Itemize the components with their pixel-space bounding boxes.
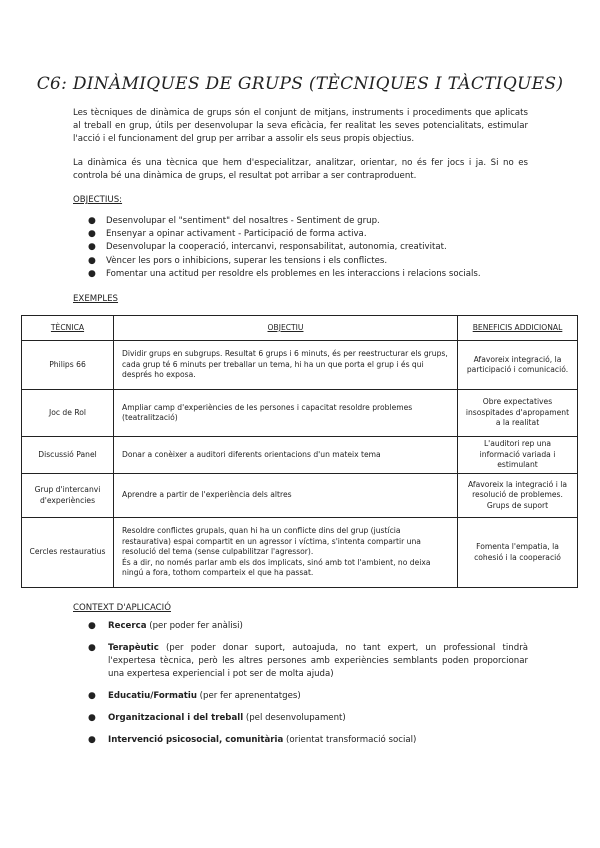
bullet-icon: ● — [88, 229, 96, 240]
table-header-row — [22, 316, 578, 341]
table-row — [22, 390, 578, 437]
cell-tecnica: Grup d'intercanvi d'experiències — [22, 474, 114, 518]
bullet-icon: ● — [88, 691, 96, 701]
bullet-icon: ● — [88, 242, 96, 253]
cell-beneficis: L'auditori rep una informació variada i estimulant — [458, 437, 578, 474]
cell-objectiu: Dividir grups en subgrups. Resultat 6 grups i 6 minuts, és per reestructurar els grups, cada grup té 6 minuts per treballar un tema, hi ha un que porta el grup i és qui després ho exposa. — [114, 341, 458, 390]
cell-tecnica: Discussió Panel — [22, 437, 114, 474]
cell-beneficis: Afavoreix integració, la participació i comunicació. — [458, 341, 578, 390]
objectius-list — [88, 215, 518, 281]
cell-objectiu: Donar a conèixer a auditori diferents orientacions d'un mateix tema — [114, 437, 458, 474]
page-title: C6: DINÀMIQUES DE GRUPS (TÈCNIQUES I TÀCTIQUES) — [36, 74, 564, 94]
list-item: ● Terapèutic (per poder donar suport, autoajuda, no tant expert, un professional tindrà l'expertesa tècnica, però les altres persones amb experiències semblants poden proporcionar una expertesa experiencial i pot ser de molta ajuda) — [88, 643, 528, 679]
intro-paragraph-2: La dinàmica és una tècnica que hem d'especialitzar, analitzar, orientar, no és fer jocs i ja. Si no es controla bé una dinàmica de grups, el resultat pot arribar a ser contraproduent. — [73, 158, 528, 181]
bullet-icon: ● — [88, 268, 96, 279]
cell-objectiu: Aprendre a partir de l'experiència dels altres — [114, 474, 458, 518]
cell-objectiu: Ampliar camp d'experiències de les persones i capacitat resoldre problemes (teatralització) — [114, 390, 458, 437]
table-row — [22, 474, 578, 518]
cell-tecnica: Philips 66 — [22, 341, 114, 390]
cell-beneficis: Fomenta l'empatia, la cohesió i la cooperació — [458, 518, 578, 588]
bullet-icon: ● — [88, 643, 96, 653]
intro-paragraph-1: Les tècniques de dinàmica de grups són el conjunt de mitjans, instruments i procediments que aplicats al treball en grup, útils per desenvolupar la seva eficàcia, fer realitat les seves potencialitats, estimular l'acció i el funcionament del grup per arribar a assolir els seus propis objectius. — [73, 108, 528, 144]
list-item: ● Recerca (per poder fer anàlisi) — [88, 621, 243, 631]
bullet-icon: ● — [88, 735, 96, 745]
exemples-table — [21, 315, 578, 588]
list-item: ● Intervenció psicosocial, comunitària (orientat transformació social) — [88, 735, 417, 745]
table-row — [22, 341, 578, 390]
context-list — [88, 620, 528, 747]
objectius-heading: OBJECTIUS: — [73, 195, 123, 205]
header-objectiu: OBJECTIU — [114, 316, 458, 341]
cell-objectiu-part-2: És a dir, no només parlar amb els dos implicats, sinó amb tot l'ambient, no deixa ningú a fora, tothom comparteix el que ha passat. — [122, 557, 431, 578]
bullet-icon: ● — [88, 255, 96, 266]
list-item: ● Vèncer les pors o inhibicions, superar les tensions i els conflictes. — [88, 255, 518, 268]
cell-objectiu-part-1: Resoldre conflictes grupals, quan hi ha un conflicte dins del grup (justícia restaurativa) espai compartit en un agressor i víctima, s'intenta compartir una resolució del tema (sense culpabilitzar l'agressor). — [122, 526, 421, 557]
exemples-heading: EXEMPLES — [73, 294, 119, 304]
bullet-icon: ● — [88, 216, 96, 226]
list-item: ● Organitzacional i del treball (pel desenvolupament) — [88, 713, 346, 723]
cell-beneficis: Afavoreix la integració i la resolució de problemes. Grups de suport — [458, 474, 578, 518]
context-heading: CONTEXT D'APLICACIÓ — [73, 603, 171, 613]
cell-tecnica: Joc de Rol — [22, 390, 114, 437]
list-item: ● Ensenyar a opinar activament - Participació de forma activa. — [88, 228, 518, 241]
bullet-icon: ● — [88, 621, 96, 631]
list-item: ● Desenvolupar la cooperació, intercanvi, responsabilitat, autonomia, creativitat. — [88, 241, 518, 254]
list-item: ● Fomentar una actitud per resoldre els problemes en les interaccions i relacions socials. — [88, 268, 518, 281]
cell-tecnica: Cercles restauratius — [22, 518, 114, 588]
list-item: ● Desenvolupar el "sentiment" del nosaltres - Sentiment de grup. — [88, 215, 518, 228]
header-beneficis: BENEFICIS ADDICIONAL — [458, 316, 578, 341]
cell-objectiu — [114, 518, 458, 588]
table-row — [22, 518, 578, 588]
header-tecnica: TÈCNICA — [22, 316, 114, 341]
list-item: ● Educatiu/Formatiu (per fer aprenentatges) — [88, 691, 301, 701]
bullet-icon: ● — [88, 713, 96, 723]
cell-beneficis: Obre expectatives insospitades d'apropament a la realitat — [458, 390, 578, 437]
table-row — [22, 437, 578, 474]
